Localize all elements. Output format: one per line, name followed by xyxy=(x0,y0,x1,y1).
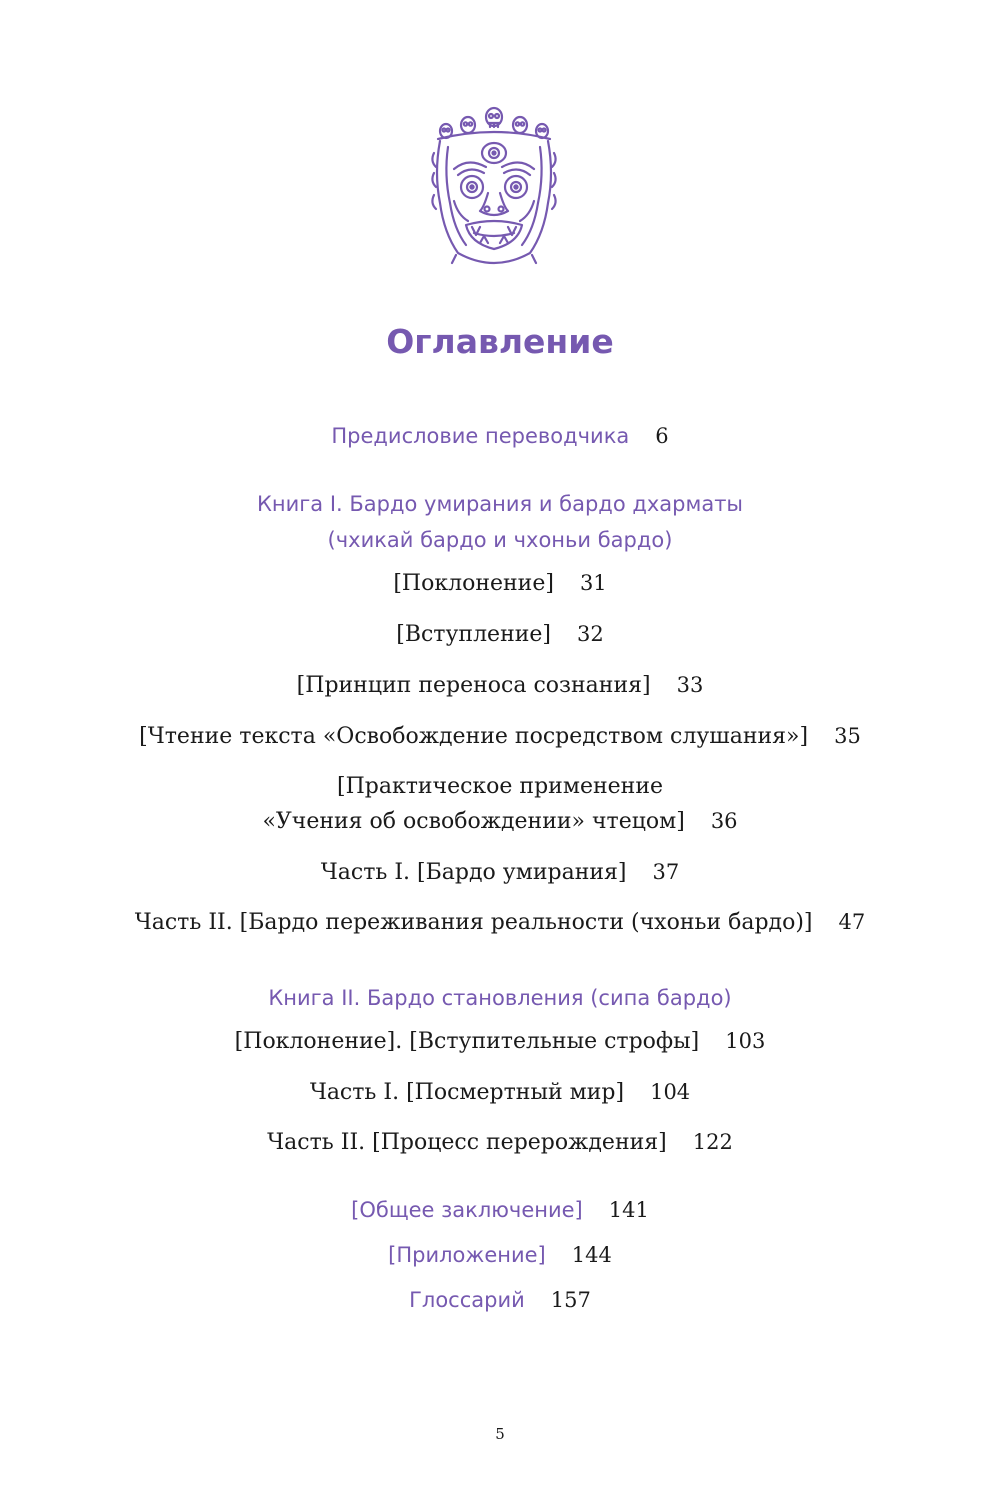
toc-entry-afterworld[interactable] xyxy=(0,1080,1000,1105)
toc-entry-title: Предисловие переводчика xyxy=(331,424,630,448)
toc-entry-title: Часть II. [Бардо переживания реальности (чхоньи бардо)] xyxy=(134,910,813,935)
toc-book-2-heading[interactable] xyxy=(0,986,1000,1010)
toc-title: Оглавление xyxy=(386,322,614,361)
page-number: 5 xyxy=(495,1425,505,1443)
toc-entry-title: [Поклонение]. [Вступительные строфы] xyxy=(234,1029,700,1054)
toc-entry-page: 157 xyxy=(550,1288,591,1312)
toc-entry-page: 103 xyxy=(725,1029,766,1053)
toc-entry-page: 37 xyxy=(652,860,680,884)
toc-entry-title: Часть I. [Бардо умирания] xyxy=(320,860,627,885)
toc-entry-glossary[interactable] xyxy=(0,1288,1000,1312)
toc-entry-page: 6 xyxy=(655,424,669,448)
toc-book-1-heading[interactable] xyxy=(0,492,1000,516)
toc-entry-introduction[interactable] xyxy=(0,622,1000,647)
toc-entry-reading[interactable] xyxy=(0,724,1000,749)
wrathful-deity-mask-icon xyxy=(428,103,560,265)
toc-entry-page: 144 xyxy=(571,1243,612,1267)
toc-entry-title: Часть II. [Процесс перерождения] xyxy=(267,1130,667,1155)
toc-book-1-subheading[interactable] xyxy=(0,528,1000,552)
toc-entry-page: 122 xyxy=(692,1130,733,1154)
toc-entry-page: 36 xyxy=(710,809,738,833)
toc-entry-title: [Вступление] xyxy=(396,622,552,647)
toc-entry-page: 31 xyxy=(579,571,607,595)
toc-entry-practical-line-2[interactable] xyxy=(0,809,1000,834)
toc-entry-page: 104 xyxy=(650,1080,691,1104)
toc-entry-title: Часть I. [Посмертный мир] xyxy=(309,1080,625,1105)
toc-entry-page: 32 xyxy=(577,622,604,646)
toc-entry-worship[interactable] xyxy=(0,571,1000,596)
toc-entry-title: Книга II. Бардо становления (сипа бардо) xyxy=(268,986,732,1010)
toc-entry-page: 35 xyxy=(834,724,861,748)
toc-entry-title: [Поклонение] xyxy=(393,571,554,596)
toc-entry-preface[interactable] xyxy=(0,424,1000,448)
toc-entry-page: 33 xyxy=(676,673,704,697)
toc-entry-title: [Принцип переноса сознания] xyxy=(296,673,651,698)
toc-entry-title: (чхикай бардо и чхоньи бардо) xyxy=(327,528,673,552)
toc-entry-conclusion[interactable] xyxy=(0,1198,1000,1222)
toc-entry-practical-line-1[interactable] xyxy=(0,774,1000,799)
toc-entry-title: [Чтение текста «Освобождение посредством слушания»] xyxy=(139,724,809,749)
toc-entry-worship-stanzas[interactable] xyxy=(0,1029,1000,1054)
toc-entry-transference[interactable] xyxy=(0,673,1000,698)
toc-entry-title: Глоссарий xyxy=(409,1288,525,1312)
toc-entry-title: Книга I. Бардо умирания и бардо дхарматы xyxy=(256,492,744,516)
toc-entry-page: 47 xyxy=(838,910,866,934)
toc-entry-page: 141 xyxy=(608,1198,649,1222)
toc-entry-title: [Общее заключение] xyxy=(351,1198,583,1222)
toc-entry-title: [Приложение] xyxy=(388,1243,546,1267)
toc-entry-title: [Практическое применение xyxy=(336,774,663,799)
toc-entry-part-2-reality[interactable] xyxy=(0,910,1000,935)
toc-entry-title: «Учения об освобождении» чтецом] xyxy=(262,809,685,834)
toc-entry-rebirth[interactable] xyxy=(0,1130,1000,1155)
toc-entry-part-1-dying[interactable] xyxy=(0,860,1000,885)
toc-entry-appendix[interactable] xyxy=(0,1243,1000,1267)
